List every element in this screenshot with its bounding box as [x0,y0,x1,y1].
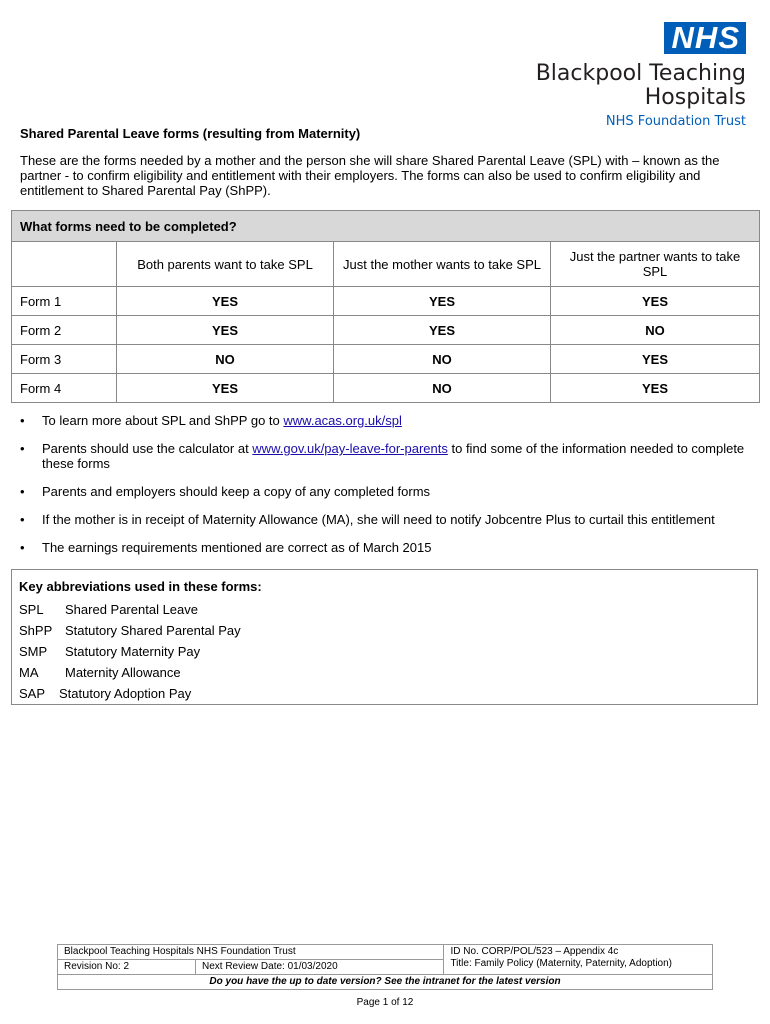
abbreviation-row [19,599,757,620]
nhs-logo [516,22,746,129]
column-header: Just the mother wants to take SPL [334,242,551,287]
bullet-text: to find some of the information needed to complete these forms [42,441,745,471]
org-name-line-1: Blackpool Teaching [535,61,746,86]
table-cell: YES [334,287,551,316]
abbreviation-code: SAP [19,686,46,701]
forms-table-title: What forms need to be completed? [12,211,760,242]
page-number: Page 1 of 12 [356,997,414,1008]
row-label: Form 4 [12,374,117,403]
list-item [20,540,750,555]
abbreviation-row [19,662,757,683]
abbreviation-row [19,683,757,704]
row-label: Form 2 [12,316,117,345]
footer-revision: Revision No: 2 [58,960,196,975]
table-cell: YES [117,287,334,316]
abbreviation-code: ShPP [19,623,53,638]
abbreviation-code: SPL [19,602,44,617]
row-label: Form 1 [12,287,117,316]
abbreviation-meaning: Maternity Allowance [65,665,181,680]
bullet-icon: • [20,441,25,456]
bullet-text: Parents should use the calculator at [42,441,253,456]
abbreviation-code: SMP [19,644,48,659]
table-cell: NO [334,374,551,403]
trust-name: NHS Foundation Trust [605,114,746,129]
bullet-icon: • [20,540,25,555]
footer-title: Title: Family Policy (Maternity, Paternity, Adoption) [450,958,672,969]
abbreviation-row [19,641,757,662]
abbreviations-title: Key abbreviations used in these forms: [19,579,262,594]
bullet-icon: • [20,413,25,428]
org-name [516,62,746,110]
table-cell: YES [334,316,551,345]
footer-version-notice: Do you have the up to date version? See the intranet for the latest version [58,975,713,990]
table-row [12,287,760,316]
table-cell: YES [117,374,334,403]
column-header: Just the partner wants to take SPL [551,242,760,287]
abbreviation-code: MA [19,665,39,680]
table-cell: YES [551,287,760,316]
footer-org: Blackpool Teaching Hospitals NHS Foundation Trust [58,945,444,960]
footer-review-date: Next Review Date: 01/03/2020 [196,960,444,975]
list-item [20,484,750,499]
bullet-text: The earnings requirements mentioned are correct as of March 2015 [42,540,432,555]
list-item [20,413,750,428]
table-row [12,374,760,403]
table-cell: YES [117,316,334,345]
footer-id-no: ID No. CORP/POL/523 – Appendix 4c [450,946,619,957]
column-header: Both parents want to take SPL [117,242,334,287]
abbreviation-meaning: Shared Parental Leave [65,602,198,617]
bullet-text: Parents and employers should keep a copy of any completed forms [42,484,431,499]
table-cell: NO [334,345,551,374]
acas-link[interactable]: www.acas.org.uk/spl [283,413,402,428]
abbreviations-box [11,569,758,705]
table-row [12,316,760,345]
gov-calculator-link[interactable]: www.gov.uk/pay-leave-for-parents [252,441,448,456]
bullet-icon: • [20,512,25,527]
table-cell: NO [551,316,760,345]
intro-paragraph: These are the forms needed by a mother and the person she will share Shared Parental Leave (SPL) with – known as the partner - to confirm eligibility and entitlement with their employers. The forms can also be used to confirm eligibility and entitlement to Shared Parental Pay (ShPP). [20,153,720,198]
info-bullet-list [20,413,750,568]
abbreviation-meaning: Statutory Adoption Pay [59,686,192,701]
abbreviation-meaning: Statutory Maternity Pay [65,644,201,659]
forms-table-header-row [12,242,760,287]
list-item [20,441,750,471]
bullet-text: If the mother is in receipt of Maternity Allowance (MA), she will need to notify Jobcentre Plus to curtail this entitlement [42,512,715,527]
abbreviation-row [19,620,757,641]
document-footer [57,944,713,990]
list-item [20,512,750,527]
row-label: Form 3 [12,345,117,374]
bullet-icon: • [20,484,25,499]
table-cell: NO [117,345,334,374]
nhs-lozenge: NHS [664,22,746,54]
forms-table [11,210,760,403]
bullet-text: To learn more about SPL and ShPP go to [42,413,284,428]
abbreviation-meaning: Statutory Shared Parental Pay [65,623,241,638]
column-header [12,242,117,287]
org-name-line-2: Hospitals [644,85,746,110]
table-row [12,345,760,374]
footer-id-title [444,945,713,975]
table-cell: YES [551,345,760,374]
table-cell: YES [551,374,760,403]
page-heading: Shared Parental Leave forms (resulting from Maternity) [20,126,361,141]
